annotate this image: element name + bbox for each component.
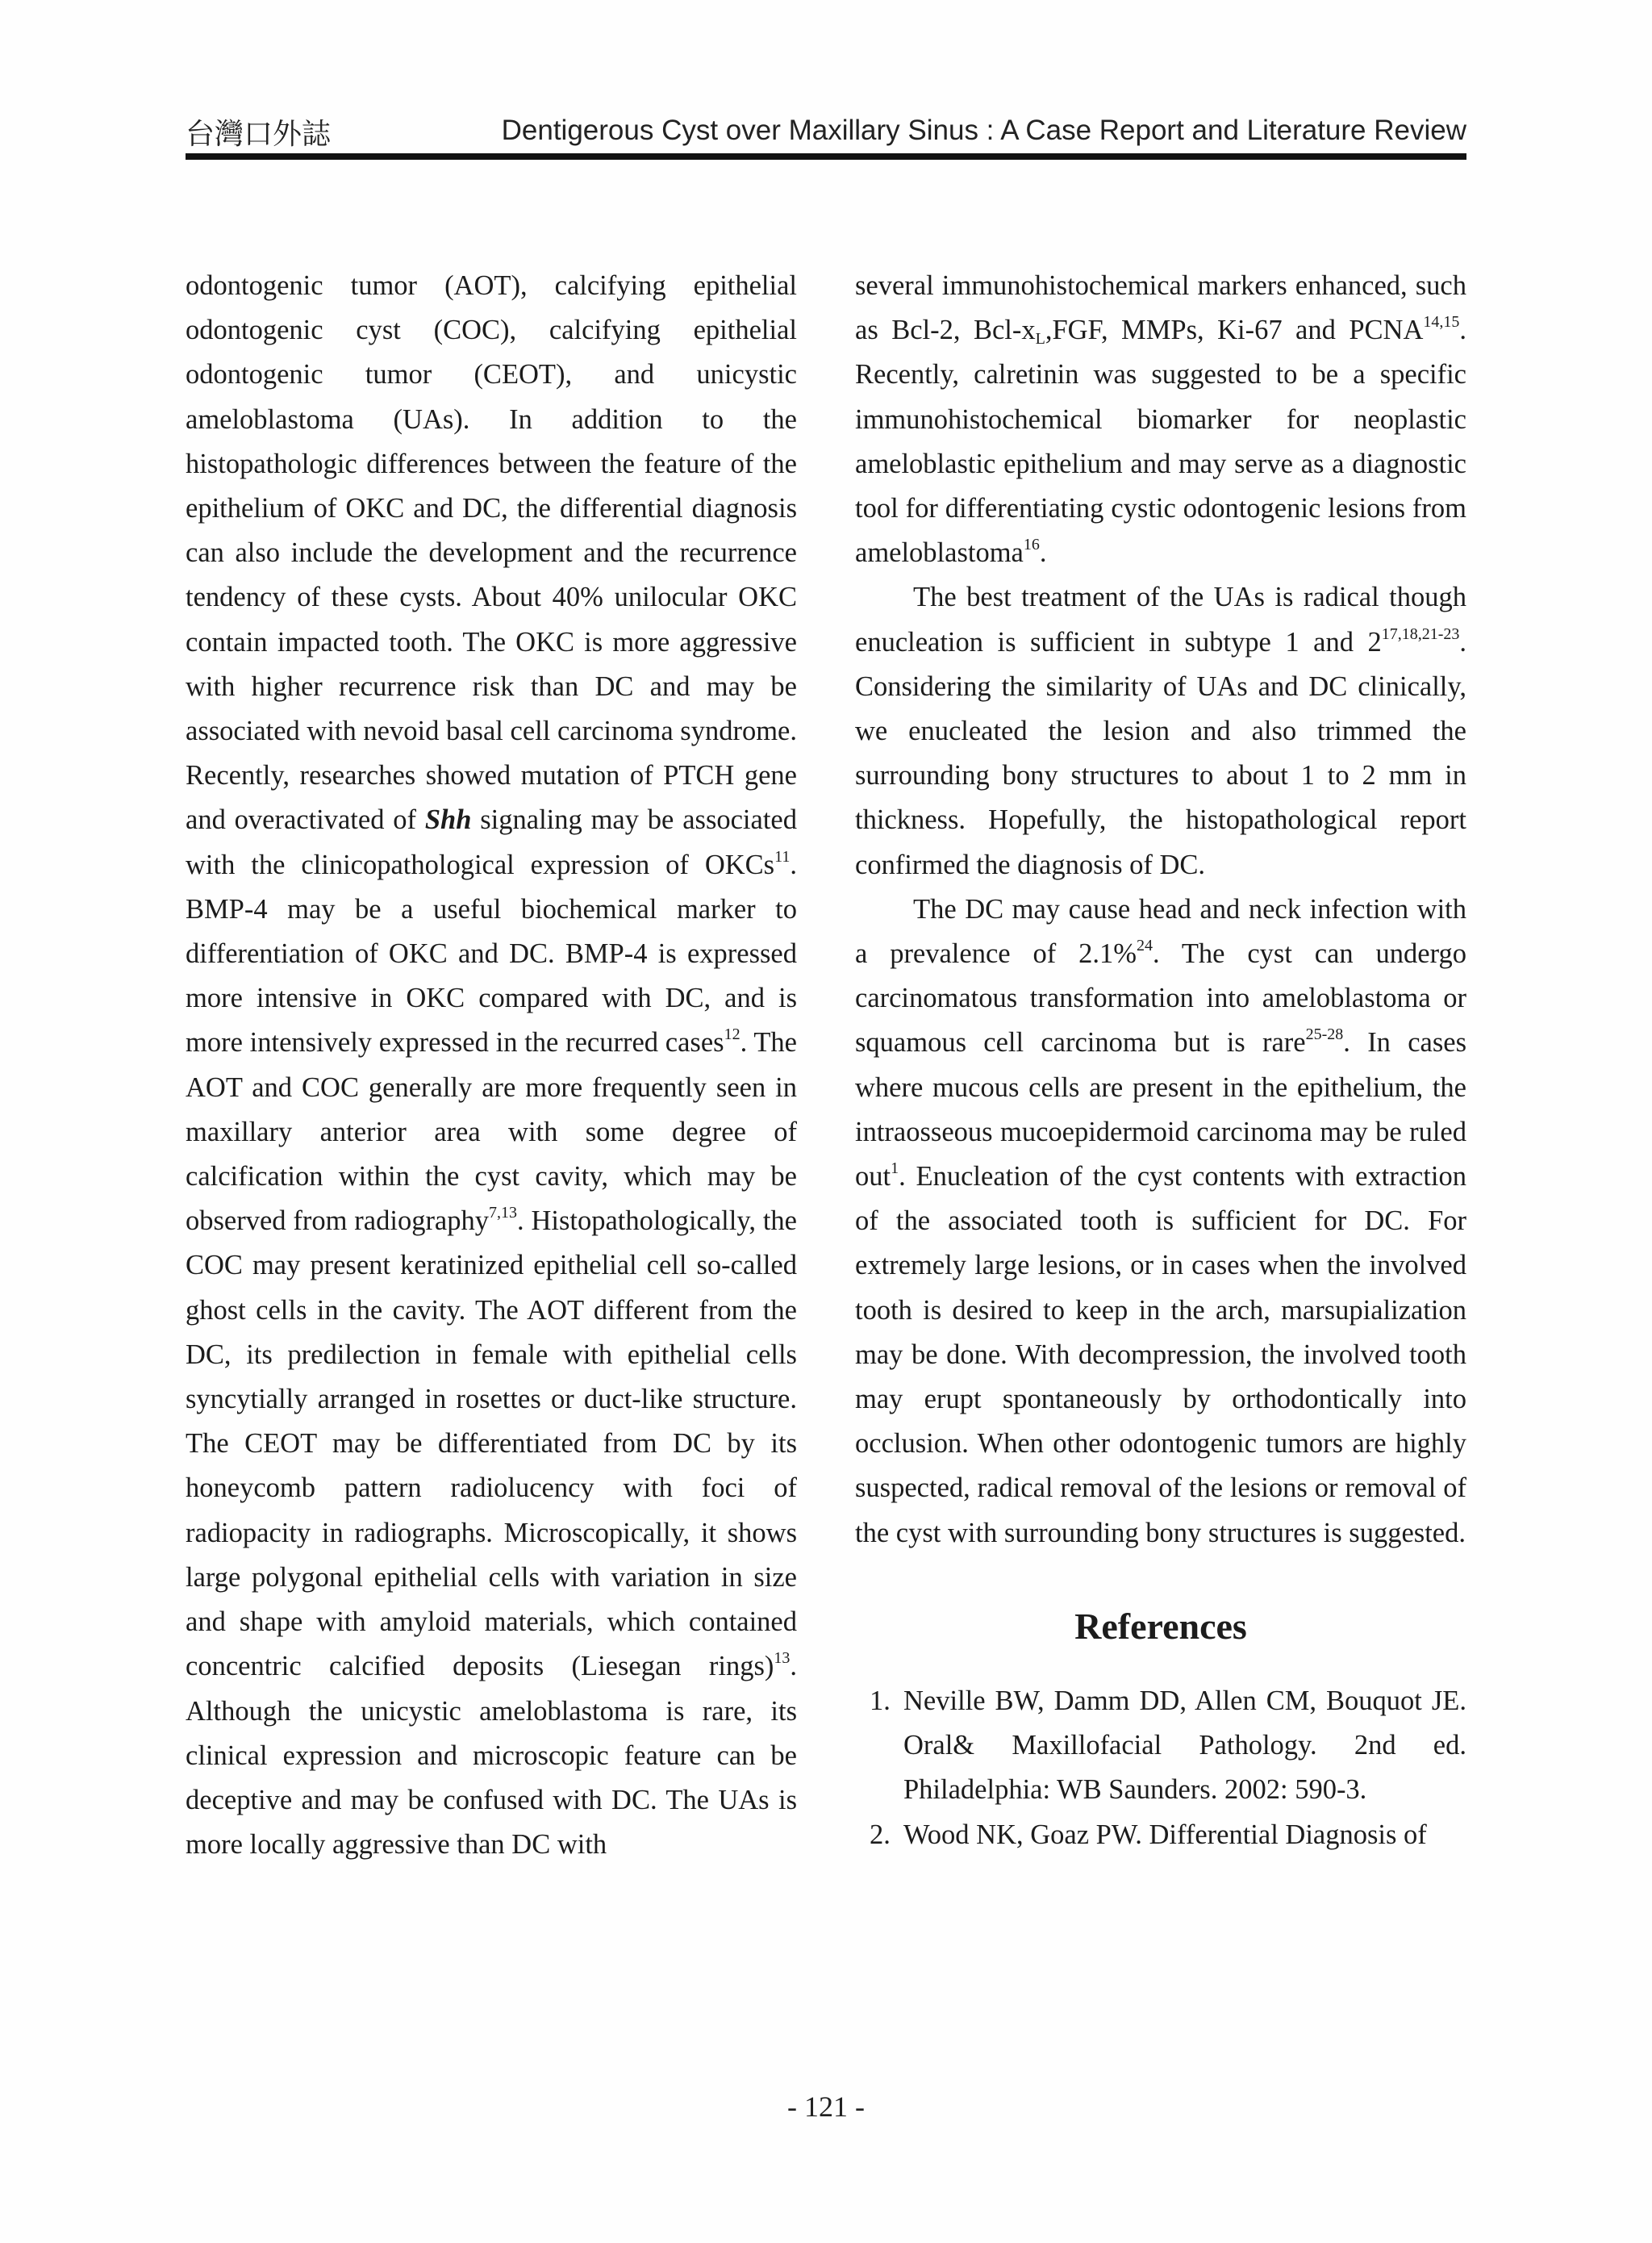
reference-item	[855, 1813, 1466, 1857]
citation: 13	[774, 1649, 791, 1668]
citation: 12	[724, 1025, 740, 1044]
citation: 17,18,21-23	[1381, 624, 1460, 643]
italic-gene-name: Shh	[424, 804, 472, 836]
left-column	[186, 264, 797, 1867]
running-title: Dentigerous Cyst over Maxillary Sinus : A Case Report and Literature Review	[501, 115, 1466, 146]
header-rule	[186, 153, 1466, 160]
citation: 14,15	[1423, 313, 1460, 332]
citation: 24	[1136, 937, 1153, 955]
journal-name: 台灣口外誌	[186, 118, 332, 151]
references-heading: References	[1074, 1605, 1247, 1647]
reference-list	[855, 1679, 1466, 1857]
body-paragraph: The DC may cause head and neck infection with a prevalence of 2.1%$^{24}$. The cyst can undergo carcinomatous transformation into ameloblastoma or squamous cell carcinoma but is rare$^{25-28}$. In cases where mucous cells are present in the epithelium, the intraosseous mucoepidermoid carcinoma may be ruled out$^1$. Enucleation of the cyst contents with extraction of the associated tooth is sufficient for DC. For extremely large lesions, or in cases when the involved tooth is desired to keep in the arch, marsupialization may be done. With decompression, the involved tooth may erupt spontaneously by orthodontically into occlusion. When other odontogenic tumors are highly suspected, radical removal of the lesions or removal of the cyst with surrounding bony structures is suggested.	[855, 893, 1467, 1548]
page-header	[186, 111, 1466, 152]
citation: 1	[891, 1159, 899, 1178]
reference-number: 2.	[870, 1819, 891, 1850]
reference-item	[855, 1679, 1466, 1813]
reference-text: Wood NK, Goaz PW. Differential Diagnosis of	[903, 1819, 1427, 1850]
citation: 16	[1023, 536, 1040, 554]
reference-text: Neville BW, Damm DD, Allen CM, Bouquot JE. Oral& Maxillofacial Pathology. 2nd ed. Philadelphia: WB Saunders. 2002: 590-3.	[903, 1685, 1466, 1806]
subscript: L	[1035, 330, 1045, 349]
citation: 25-28	[1305, 1025, 1344, 1044]
page-number: - 121 -	[787, 2091, 865, 2123]
citation: 11	[774, 847, 791, 866]
citation: 7,13	[489, 1204, 517, 1222]
reference-number: 1.	[870, 1685, 891, 1716]
body-paragraph: several immunohistochemical markers enhanced, such as Bcl-2, Bcl-$x_L,FGF$, MMPs, Ki-67 and PCNA$^{14,15}$. Recently, calretinin was suggested to be a specific immunohistochemical biomarker for neoplastic ameloblastic epithelium and may serve as a diagnostic tool for differentiating cystic odontogenic lesions from ameloblastoma$^{16}$.	[855, 270, 1466, 569]
body-paragraph: The best treatment of the UAs is radical though enucleation is sufficient in subtype 1 and 2$^{17,18,21-23}$. Considering the similarity of UAs and DC clinically, we enucleated the lesion and also trimmed the surrounding bony structures to about 1 to 2 mm in thickness. Hopefully, the histopathological report confirmed the diagnosis of DC.	[855, 582, 1466, 880]
body-paragraph: odontogenic tumor (AOT), calcifying epithelial odontogenic cyst (COC), calcifying epithelial odontogenic tumor (CEOT), and unicystic ameloblastoma (UAs). In addition to the histopathologic differences between the feature of the epithelium of OKC and DC, the differential diagnosis can also include the development and the recurrence tendency of these cysts. About 40% unilocular OKC contain impacted tooth. The OKC is more aggressive with higher recurrence risk than DC and may be associated with nevoid basal cell carcinoma syndrome. Recently, researches showed mutation of PTCH gene and overactivated of Shh signaling may be associated with the clinicopathological expression of OKCs$^{11}$. BMP-4 may be a useful biochemical marker to differentiation of OKC and DC. BMP-4 is expressed more intensive in OKC compared with DC, and is more intensively expressed in the recurred cases$^{12}$. The AOT and COC generally are more frequently seen in maxillary anterior area with some degree of calcification within the cyst cavity, which may be observed from radiography$^{7,13}$. Histopathologically, the COC may present keratinized epithelial cell so-called ghost cells in the cavity. The AOT different from the DC, its predilection in female with epithelial cells syncytially arranged in rosettes or duct-like structure. The CEOT may be differentiated from DC by its honeycomb pattern radiolucency with foci of radiopacity in radiographs. Microscopically, it shows large polygonal epithelial cells with variation in size and shape with amyloid materials, which contained concentric calcified deposits (Liesegan rings)$^{13}$. Although the unicystic ameloblastoma is rare, its clinical expression and microscopic feature can be deceptive and may be confused with DC. The UAs is more locally aggressive than DC with	[186, 270, 797, 1861]
right-column	[855, 264, 1466, 1857]
